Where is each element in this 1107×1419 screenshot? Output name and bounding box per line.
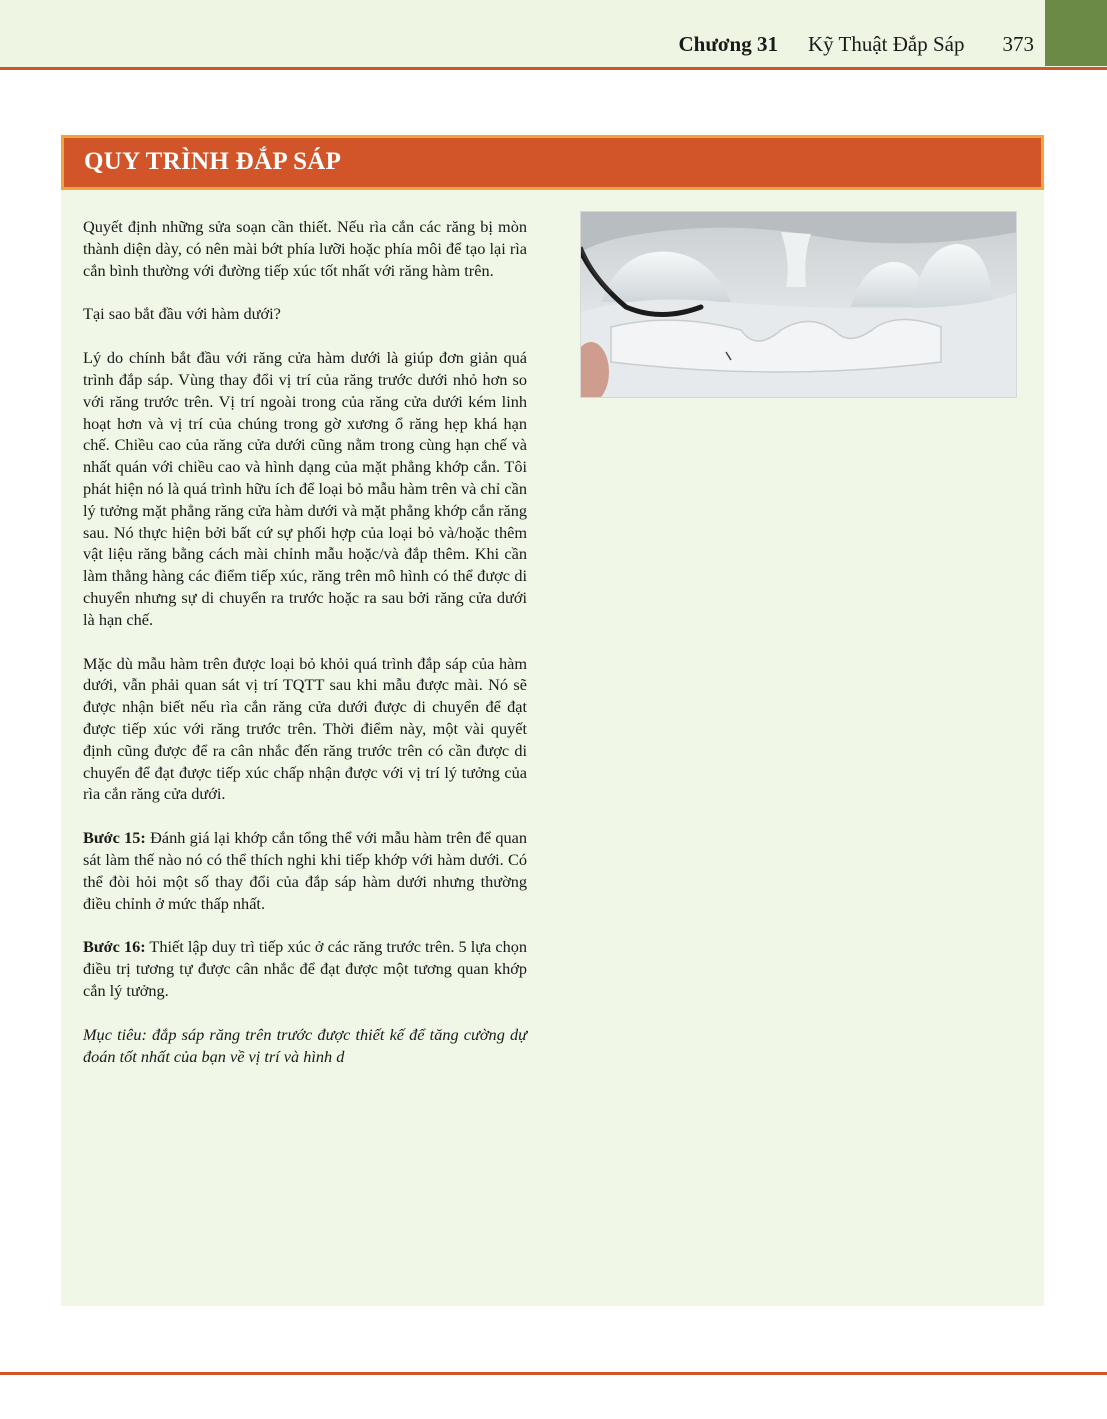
dental-model-photo bbox=[580, 211, 1017, 398]
running-header bbox=[678, 32, 1034, 57]
step-16-label: Bước 16: bbox=[83, 937, 146, 957]
chapter-tab-marker bbox=[1045, 0, 1107, 66]
paragraph-step-16 bbox=[83, 936, 527, 1001]
paragraph-objective: Mục tiêu: đắp sáp răng trên trước được thiết kế để tăng cường dự đoán tốt nhất của bạn về vị trí và hình d bbox=[83, 1024, 527, 1066]
paragraph-reason: Lý do chính bắt đầu với răng cửa hàm dưới là giúp đơn giản quá trình đắp sáp. Vùng thay đổi vị trí của răng trước dưới nhỏ hơn so với răng trước trên. Vị trí ngoài trong của răng cửa dưới kém linh hoạt hơn và vị trí của chúng trong gờ xương ổ răng hẹp khá hạn chế. Chiều cao của răng cửa dưới cũng nằm trong cùng hạn chế và nhất quán với chiều cao và hình dạng của mặt phẳng khớp cắn. Tôi phát hiện nó là quá trình hữu ích để loại bỏ mẫu hàm trên và chỉ cần lý tưởng mặt phẳng răng cửa hàm dưới và mặt phẳng khớp cắn răng sau. Nó thực hiện bởi bất cứ sự phối hợp của loại bỏ và/hoặc thêm vật liệu răng bằng cách mài chỉnh mẫu hoặc/và đắp thêm. Khi cần làm thẳng hàng các điểm tiếp xúc, răng trên mô hình có thể được di chuyển nhưng sự di chuyển ra trước hoặc ra sau bởi răng cửa dưới là hạn chế. bbox=[83, 348, 527, 629]
paragraph-step-15 bbox=[83, 827, 527, 914]
header-divider bbox=[0, 67, 1107, 70]
section-heading-bar bbox=[61, 135, 1044, 190]
page-number: 373 bbox=[1002, 32, 1034, 56]
paragraph-observation: Mặc dù mẫu hàm trên được loại bỏ khỏi quá trình đắp sáp của hàm dưới, vẫn phải quan sát vị trí TQTT sau khi mẫu được mài. Nó sẽ được nhận biết nếu rìa cắn răng cửa dưới được di chuyển để đạt được tiếp xúc với răng trước trên. Thời điểm này, một vài quyết định cũng được để ra cân nhắc đến răng trước trên có cần được di chuyển để đạt được tiếp xúc chấp nhận được với vị trí lý tưởng của rìa cắn răng cửa dưới. bbox=[83, 653, 527, 804]
step-16-text: Thiết lập duy trì tiếp xúc ở các răng trước trên. 5 lựa chọn điều trị tương tự được cân nhắc để đạt được một tương quan khớp cắn lý tưởng. bbox=[83, 937, 527, 1000]
step-15-label: Bước 15: bbox=[83, 828, 146, 848]
chapter-title: Kỹ Thuật Đắp Sáp bbox=[807, 32, 965, 56]
footer-divider bbox=[0, 1372, 1107, 1375]
chapter-number: Chương 31 bbox=[678, 32, 778, 56]
paragraph-question: Tại sao bắt đầu với hàm dưới? bbox=[83, 304, 281, 324]
step-15-text: Đánh giá lại khớp cắn tổng thể với mẫu hàm trên để quan sát làm thế nào nó có thể thích nghi khi tiếp khớp với hàm dưới. Có thể đòi hỏi một số thay đổi của đắp sáp hàm dưới nhưng thường điều chỉnh ở mức thấp nhất. bbox=[83, 828, 527, 913]
paragraph-preparation: Quyết định những sửa soạn cần thiết. Nếu rìa cắn các răng bị mòn thành diện dày, có nên mài bớt phía lưỡi hoặc phía môi để tạo lại rìa cắn bình thường với đường tiếp xúc tốt nhất với răng hàm trên. bbox=[83, 217, 527, 280]
section-title: QUY TRÌNH ĐẮP SÁP bbox=[84, 148, 342, 175]
body-text-column bbox=[83, 216, 527, 1089]
